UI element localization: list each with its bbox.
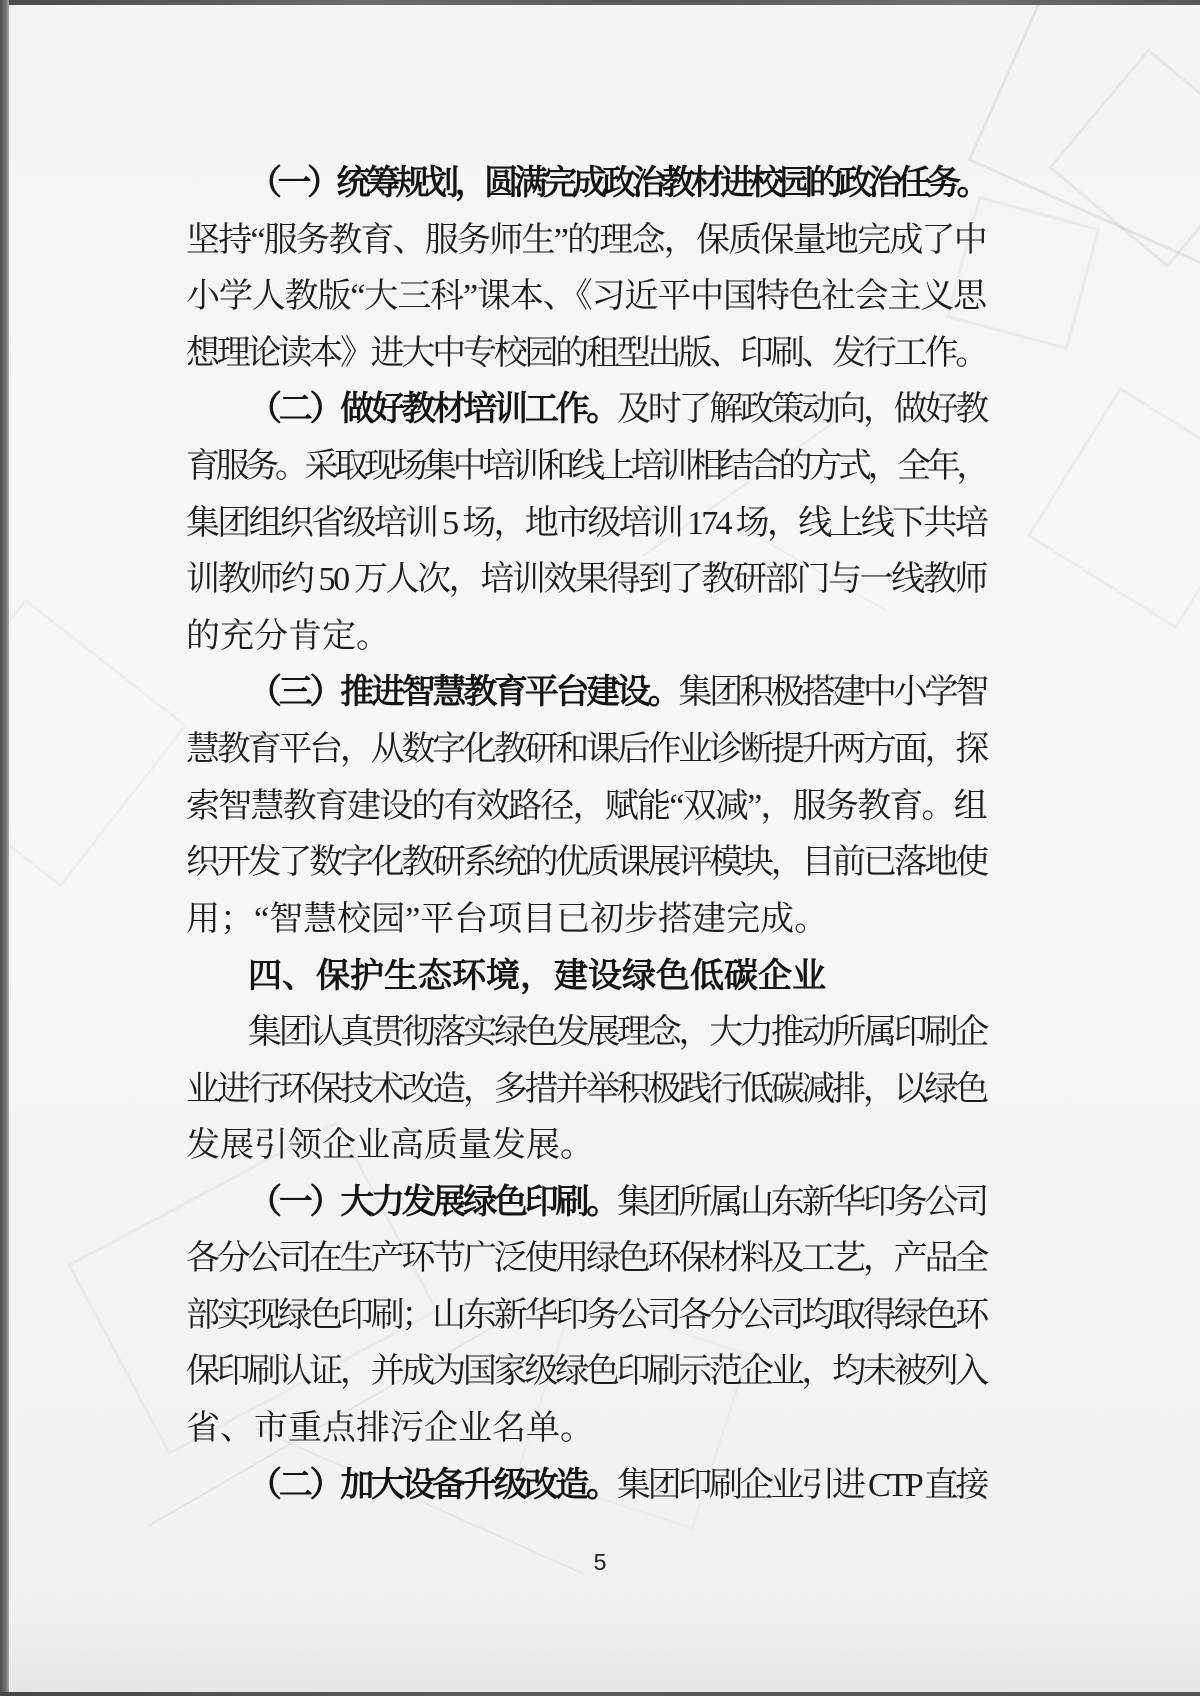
- text-line: [186, 382, 986, 439]
- text-segment: 集团组织省级培训 5 场，地市级培训 174 场，线上线下共培: [186, 504, 986, 542]
- text-line: [186, 496, 986, 553]
- text-line: [186, 722, 986, 779]
- text-line: [186, 1005, 986, 1062]
- text-segment: 训教师约 50 万人次，培训效果得到了教研部门与一线教师: [186, 561, 986, 599]
- text-segment: 织开发了数字化教研系统的优质课展评模块，目前已落地使: [186, 844, 986, 882]
- scan-shadow-bottom: [9, 1622, 1200, 1692]
- text-segment: 集团印刷企业引进 CTP 直接: [616, 1466, 987, 1504]
- text-segment-bold: 四、保护生态环境，建设绿色低碳企业: [248, 957, 826, 996]
- watermark-shape: [1048, 48, 1200, 268]
- text-line: [186, 1401, 986, 1458]
- text-segment: 集团积极搭建中小学智: [678, 674, 986, 712]
- text-segment: 及时了解政策动向，做好教: [617, 391, 986, 429]
- watermark-shape: [967, 0, 1200, 269]
- text-line: [186, 1458, 986, 1515]
- text-segment-bold: （三）推进智慧教育平台建设。: [248, 674, 679, 712]
- text-segment: 集团认真贯彻落实绿色发展理念，大力推动所属印刷企: [248, 1013, 986, 1051]
- text-segment: 部实现绿色印刷；山东新华印务公司各分公司均取得绿色环: [186, 1296, 986, 1334]
- text-segment-bold: （二）加大设备升级改造。: [248, 1466, 617, 1504]
- text-line: [186, 269, 986, 326]
- text-segment: 坚持“服务教育、服务师生”的理念，保质保量地完成了中: [186, 221, 986, 259]
- text-segment: 集团所属山东新华印务公司: [617, 1183, 986, 1221]
- text-line: [186, 779, 986, 836]
- text-segment-bold: （二）做好教材培训工作。: [248, 391, 617, 429]
- scan-edge-bottom: [0, 1692, 1200, 1696]
- watermark-shape: [1027, 387, 1200, 630]
- text-line: [186, 1344, 986, 1401]
- text-segment: 育服务。采取现场集中培训和线上培训相结合的方式，全年，: [186, 447, 986, 485]
- text-segment: 省、市重点排污企业名单。: [186, 1410, 594, 1448]
- scan-edge-left: [0, 0, 9, 1696]
- text-line: [186, 1175, 986, 1232]
- page-number: 5: [593, 1549, 607, 1575]
- text-segment: 想理论读本》进大中专校园的租型出版、印刷、发行工作。: [186, 334, 986, 372]
- text-segment: 发展引领企业高质量发展。: [186, 1127, 594, 1165]
- text-line: [186, 213, 986, 270]
- text-segment: 业进行环保技术改造，多措并举积极践行低碳减排，以绿色: [186, 1070, 986, 1108]
- text-line: [186, 1231, 986, 1288]
- text-segment-bold: （一）统筹规划，圆满完成政治教材进校园的政治任务。: [248, 165, 986, 202]
- text-line: [186, 552, 986, 609]
- text-line: [186, 1062, 986, 1119]
- text-segment: 索智慧教育建设的有效路径，赋能“双减”，服务教育。组: [186, 787, 986, 825]
- text-line: [186, 1118, 986, 1175]
- text-line: [186, 948, 986, 1005]
- text-line: [186, 835, 986, 892]
- text-line: [186, 156, 986, 213]
- scan-edge-top: [0, 0, 1200, 5]
- text-segment: 的充分肯定。: [186, 617, 390, 655]
- text-line: [186, 326, 986, 383]
- text-line: [186, 609, 986, 666]
- document-body: [186, 156, 986, 1514]
- watermark-shape: [0, 598, 188, 887]
- text-segment-bold: （一）大力发展绿色印刷。: [248, 1183, 617, 1221]
- text-segment: 各分公司在生产环节广泛使用绿色环保材料及工艺，产品全: [186, 1240, 986, 1278]
- text-line: [186, 439, 986, 496]
- text-line: [186, 1288, 986, 1345]
- text-line: [186, 892, 986, 949]
- text-segment: 小学人教版“大三科”课本、《习近平中国特色社会主义思: [186, 278, 986, 316]
- text-line: [186, 665, 986, 722]
- text-segment: 用；“智慧校园”平台项目已初步搭建完成。: [186, 900, 829, 938]
- text-segment: 保印刷认证，并成为国家级绿色印刷示范企业，均未被列入: [186, 1353, 986, 1391]
- text-segment: 慧教育平台，从数字化教研和课后作业诊断提升两方面，探: [186, 730, 986, 768]
